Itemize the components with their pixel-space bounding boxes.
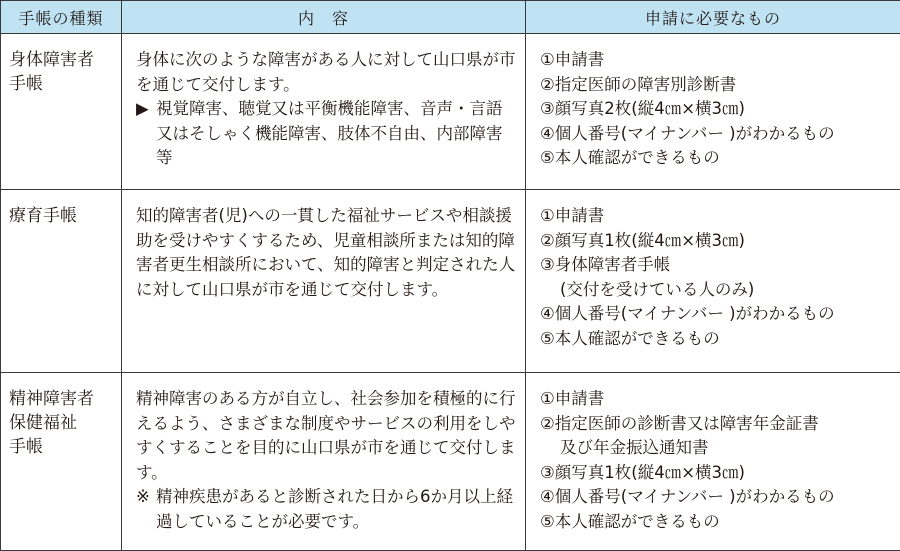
requirement-subtext: (交付を受けている人のみ) bbox=[540, 278, 894, 303]
requirement-item: ⑤本人確認ができるもの bbox=[540, 510, 894, 535]
requirement-item: ⑤本人確認ができるもの bbox=[540, 146, 894, 171]
requirement-item: ②指定医師の障害別診断書 bbox=[540, 73, 894, 98]
requirement-item: ③顔写真1枚(縦4㎝×横3㎝) bbox=[540, 461, 894, 486]
card-type-line: 精神障害者 bbox=[9, 387, 115, 411]
requirement-item: ③顔写真2枚(縦4㎝×横3㎝) bbox=[540, 97, 894, 122]
requirements-list bbox=[540, 387, 894, 534]
header-requirements: 申請に必要なもの bbox=[526, 1, 900, 34]
content-cell bbox=[122, 190, 526, 373]
content-description: 身体に次のような障害がある人に対して山口県が市を通じて交付します。 bbox=[136, 48, 517, 97]
requirement-item: ①申請書 bbox=[540, 48, 894, 73]
requirement-subtext: 及び年金振込通知書 bbox=[540, 436, 894, 461]
card-type-line: 手帳 bbox=[9, 72, 115, 96]
card-type-line: 身体障害者 bbox=[9, 48, 115, 72]
requirement-item: ①申請書 bbox=[540, 204, 894, 229]
requirements-cell bbox=[526, 373, 900, 551]
card-type-line: 手帳 bbox=[9, 435, 115, 459]
header-card-type: 手帳の種類 bbox=[1, 1, 122, 34]
requirements-list bbox=[540, 48, 894, 171]
requirement-item: ①申請書 bbox=[540, 387, 894, 412]
header-content: 内 容 bbox=[122, 1, 526, 34]
table-header-row bbox=[1, 1, 900, 34]
requirement-text: ③身体障害者手帳 bbox=[540, 255, 670, 274]
requirement-item: ④個人番号(マイナンバー )がわかるもの bbox=[540, 122, 894, 147]
note-text: 視覚障害、聴覚又は平衡機能障害、音声・言語又はそしゃく機能障害、肢体不自由、内部障害等 bbox=[156, 97, 517, 171]
card-type-cell bbox=[1, 34, 122, 190]
requirement-item: ④個人番号(マイナンバー )がわかるもの bbox=[540, 485, 894, 510]
content-note bbox=[136, 485, 517, 534]
requirements-list bbox=[540, 204, 894, 351]
table-row bbox=[1, 34, 900, 190]
content-cell bbox=[122, 373, 526, 551]
card-type-cell bbox=[1, 373, 122, 551]
triangle-bullet-icon: ▶ bbox=[136, 97, 156, 171]
requirements-cell bbox=[526, 34, 900, 190]
content-description: 知的障害者(児)への一貫した福祉サービスや相談援助を受けやすくするため、児童相談所または知的障害者更生相談所において、知的障害と判定された人に対して山口県が市を通じて交付します。 bbox=[136, 204, 517, 302]
asterisk-note-icon: ※ bbox=[136, 485, 156, 534]
requirement-item: ②顔写真1枚(縦4㎝×横3㎝) bbox=[540, 229, 894, 254]
requirements-cell bbox=[526, 190, 900, 373]
requirement-item: ⑤本人確認ができるもの bbox=[540, 327, 894, 352]
requirement-item: ④個人番号(マイナンバー )がわかるもの bbox=[540, 302, 894, 327]
card-type-line: 保健福祉 bbox=[9, 411, 115, 435]
note-text: 精神疾患があると診断された日から6か月以上経過していることが必要です。 bbox=[156, 485, 517, 534]
requirement-text: ②指定医師の診断書又は障害年金証書 bbox=[540, 414, 819, 433]
content-note bbox=[136, 97, 517, 171]
table-row bbox=[1, 373, 900, 551]
table-row bbox=[1, 190, 900, 373]
content-cell bbox=[122, 34, 526, 190]
requirement-item bbox=[540, 253, 894, 302]
card-type-cell bbox=[1, 190, 122, 373]
card-type-line: 療育手帳 bbox=[9, 204, 115, 228]
content-description: 精神障害のある方が自立し、社会参加を積極的に行えるよう、さまざまな制度やサービスの利用をしやすくすることを目的に山口県が市を通じて交付します。 bbox=[136, 387, 517, 485]
requirement-item bbox=[540, 412, 894, 461]
